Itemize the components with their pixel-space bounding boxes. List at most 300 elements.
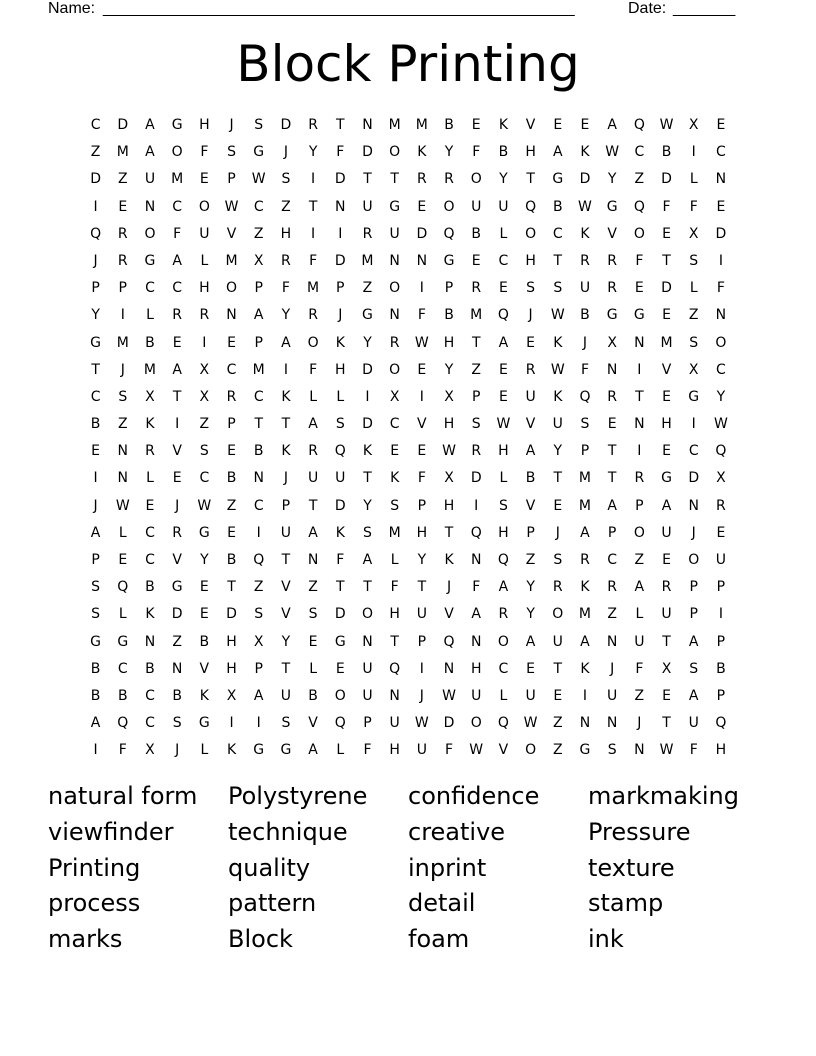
grid-cell: U [389,715,400,732]
grid-cell: S [553,280,563,297]
grid-cell: N [634,416,645,433]
grid-cell: Y [526,579,535,596]
grid-cell: I [311,225,316,242]
grid-cell: E [580,117,590,133]
grid-cell: S [199,443,209,460]
grid-cell: X [199,361,210,378]
grid-cell: C [172,280,183,297]
grid-cell: B [444,117,454,133]
grid-cell: A [281,334,291,351]
grid-cell: K [145,416,155,433]
grid-cell: T [363,579,372,596]
grid-cell: H [525,252,536,269]
grid-cell: P [254,660,263,677]
grid-cell: T [662,715,671,732]
grid-cell: O [633,225,645,242]
grid-row [82,357,735,384]
grid-cell: H [335,361,346,378]
grid-cell: F [309,361,318,378]
grid-cell: F [445,742,454,759]
grid-cell: F [472,144,481,161]
word-list-item: Pressure [588,817,691,846]
grid-cell: L [309,388,317,405]
grid-cell: E [172,334,182,351]
grid-cell: V [525,497,536,514]
grid-cell: T [390,171,399,188]
grid-cell: H [226,633,237,650]
grid-cell: Q [525,198,537,215]
grid-cell: M [415,117,428,133]
grid-cell: P [580,443,590,460]
grid-cell: V [308,715,318,732]
grid-cell: K [553,388,563,405]
grid-cell: V [199,660,210,677]
grid-cell: E [526,660,536,677]
grid-cell: Q [497,307,509,324]
grid-cell: T [471,334,481,351]
grid-cell: J [691,524,696,541]
grid-cell: E [199,579,209,596]
grid-cell: Q [470,524,482,541]
grid-cell: U [498,198,509,215]
word-list-item: marks [48,925,123,954]
grid-cell: L [146,470,154,487]
grid-cell: G [253,144,265,161]
grid-cell: N [389,252,400,269]
grid-cell: M [578,470,592,487]
grid-cell: U [389,225,400,242]
grid-cell: O [144,225,156,242]
grid-cell: B [471,225,482,242]
grid-cell: Z [688,307,699,324]
grid-cell: F [336,144,345,161]
grid-cell: Y [444,144,454,161]
grid-cell: E [417,198,427,215]
grid-cell: N [606,715,618,732]
grid-row [82,112,735,139]
grid-cell: D [416,225,428,242]
grid-cell: P [635,497,644,514]
grid-cell: A [253,687,264,704]
grid-cell: N [443,660,455,677]
grid-cell: E [716,117,726,133]
grid-cell: N [144,198,156,215]
grid-cell: H [199,280,210,297]
grid-cell: E [498,388,508,405]
grid-cell: P [254,280,263,297]
grid-cell: B [716,660,726,677]
grid-cell: F [662,198,671,215]
grid-cell: K [281,388,291,405]
grid-cell: N [389,307,400,324]
grid-cell: I [93,742,98,759]
grid-cell: Z [607,606,617,623]
grid-cell: X [688,225,699,242]
grid-cell: J [582,334,588,351]
grid-cell: P [607,524,617,541]
grid-cell: I [256,524,261,541]
grid-cell: X [226,687,237,704]
grid-cell: P [281,497,291,514]
grid-cell: Z [90,144,101,161]
grid-cell: P [417,633,427,650]
grid-cell: X [145,742,155,759]
grid-row [82,629,735,656]
grid-cell: N [634,742,645,759]
grid-cell: W [469,742,484,759]
grid-cell: L [499,687,508,704]
grid-cell: C [199,470,210,487]
grid-cell: A [607,497,617,514]
grid-cell: L [689,171,698,188]
grid-cell: J [528,307,533,324]
grid-cell: C [90,117,101,133]
grid-cell: I [474,497,479,514]
grid-cell: A [525,443,536,460]
grid-cell: L [200,252,209,269]
grid-cell: S [390,497,400,514]
grid-cell: B [172,687,182,704]
grid-cell: M [578,497,592,514]
grid-cell: K [390,470,400,487]
grid-cell: E [634,280,644,297]
grid-cell: K [444,552,454,568]
grid-cell: P [689,579,698,596]
grid-cell: C [498,660,509,677]
grid-row [82,275,735,302]
grid-cell: Y [553,443,563,460]
grid-cell: D [334,252,346,269]
grid-cell: K [498,117,508,133]
grid-cell: Z [362,280,373,297]
grid-cell: F [417,470,426,487]
grid-cell: N [606,361,618,378]
grid-cell: T [417,579,427,596]
grid-cell: Y [417,552,427,568]
grid-cell: X [688,361,699,378]
grid-cell: V [498,742,509,759]
grid-cell: Q [633,198,645,215]
grid-cell: A [172,361,182,378]
word-list-item: texture [588,853,675,882]
grid-cell: E [390,443,400,460]
grid-cell: E [417,361,427,378]
grid-cell: G [171,579,183,596]
grid-cell: Z [172,633,182,650]
grid-cell: L [118,606,127,623]
grid-row [82,547,735,574]
grid-cell: R [362,225,373,242]
grid-cell: D [117,117,129,133]
grid-cell: J [637,715,642,732]
grid-cell: X [199,388,210,405]
grid-cell: O [525,225,537,242]
grid-cell: N [715,307,727,324]
grid-cell: X [253,633,264,650]
grid-cell: N [470,633,482,650]
grid-row [82,574,735,601]
grid-cell: I [365,388,370,405]
grid-cell: F [173,225,182,242]
grid-cell: G [198,715,210,732]
grid-row [82,302,735,329]
grid-cell: D [171,606,183,623]
grid-cell: J [610,660,615,677]
grid-cell: N [307,552,319,568]
grid-cell: R [607,388,618,405]
grid-cell: Q [633,117,645,133]
grid-cell: J [175,497,180,514]
grid-cell: V [417,416,427,433]
grid-cell: G [171,117,183,133]
grid-cell: C [552,225,563,242]
word-list-item: viewfinder [48,817,174,846]
grid-cell: Z [117,171,128,188]
grid-cell: G [90,334,102,351]
grid-cell: F [363,742,372,759]
grid-cell: C [716,144,726,161]
grid-cell: P [471,388,481,405]
grid-cell: C [716,361,726,378]
grid-cell: H [389,742,400,759]
grid-cell: C [145,280,155,297]
grid-cell: B [90,416,101,433]
grid-cell: N [715,171,727,188]
grid-cell: D [226,606,237,623]
grid-cell: T [553,252,563,269]
grid-cell: U [552,633,563,650]
grid-cell: A [552,144,563,161]
grid-cell: W [442,687,456,704]
grid-cell: J [446,579,452,596]
grid-cell: W [414,334,429,351]
date-line: _______ [673,0,736,17]
grid-cell: Y [444,361,454,378]
grid-row [82,737,735,764]
grid-cell: R [471,443,482,460]
grid-cell: U [416,606,427,623]
grid-cell: A [580,633,590,650]
grid-cell: Q [497,552,509,568]
grid-cell: I [120,307,125,324]
grid-cell: O [361,606,373,623]
grid-cell: U [362,198,373,215]
grid-cell: W [713,416,728,433]
grid-cell: G [606,307,618,324]
grid-cell: T [336,579,345,596]
grid-cell: V [281,606,291,623]
grid-cell: B [90,687,101,704]
grid-cell: A [607,117,617,133]
grid-cell: L [336,388,345,405]
grid-cell: N [253,470,264,487]
grid-cell: S [91,579,101,596]
grid-cell: R [580,252,590,269]
grid-cell: V [661,361,672,378]
grid-cell: H [416,524,428,541]
grid-cell: F [472,579,481,596]
grid-cell: Z [226,497,237,514]
grid-cell: K [580,225,590,242]
grid-cell: E [145,497,155,514]
grid-cell: Y [716,388,726,405]
grid-cell: I [338,225,343,242]
grid-cell: J [338,307,343,324]
grid-cell: P [526,524,535,541]
grid-cell: I [175,416,180,433]
grid-cell: T [607,443,617,460]
word-list-item: process [48,889,141,918]
grid-cell: R [661,579,672,596]
grid-cell: R [308,443,318,460]
grid-cell: E [498,361,508,378]
grid-cell: G [362,307,373,324]
grid-cell: I [419,388,424,405]
grid-cell: X [145,388,155,405]
grid-cell: C [145,552,155,568]
grid-cell: C [688,443,699,460]
grid-cell: B [498,144,509,161]
grid-cell: I [691,416,696,433]
grid-row [82,601,735,628]
grid-cell: J [175,742,180,759]
grid-cell: D [443,715,455,732]
grid-cell: G [606,198,618,215]
header [48,0,748,20]
grid-cell: M [660,334,673,351]
grid-cell: G [579,742,591,759]
grid-cell: Z [552,715,563,732]
grid-cell: I [691,144,696,161]
grid-cell: I [419,660,424,677]
grid-cell: X [716,470,726,487]
grid-cell: M [388,524,401,541]
word-list-item: Block [228,925,293,954]
word-list-item: creative [408,817,506,846]
grid-cell: N [362,117,373,133]
grid-cell: T [281,660,291,677]
grid-cell: K [335,524,345,541]
word-list-item: natural form [48,782,198,810]
grid-cell: P [118,280,127,297]
grid-cell: X [607,334,617,351]
grid-cell: N [606,633,618,650]
grid-cell: G [389,198,401,215]
grid-cell: T [363,171,372,188]
grid-cell: Z [552,742,563,759]
grid-cell: R [607,252,618,269]
grid-cell: K [580,144,590,161]
grid-cell: P [716,687,726,704]
grid-cell: F [281,280,290,297]
grid-cell: J [93,497,98,514]
grid-cell: A [471,606,481,623]
grid-cell: W [115,497,130,514]
grid-cell: R [172,524,183,541]
grid-cell: K [281,443,291,460]
grid-cell: P [689,606,698,623]
grid-cell: C [226,361,237,378]
grid-cell: D [579,171,591,188]
grid-cell: Z [253,225,264,242]
grid-cell: D [661,171,672,188]
grid-cell: R [634,470,645,487]
grid-cell: O [171,144,183,161]
grid-cell: U [280,687,292,704]
word-list-item: foam [408,925,470,954]
grid-cell: R [172,307,183,324]
grid-cell: P [417,497,427,514]
grid-cell: O [198,198,210,215]
grid-cell: T [526,171,535,188]
grid-cell: U [552,416,563,433]
grid-cell: U [144,171,156,188]
grid-cell: D [334,171,346,188]
grid-cell: M [307,280,320,297]
grid-cell: K [580,660,590,677]
grid-cell: N [362,633,373,650]
grid-cell: R [607,579,618,596]
grid-cell: N [688,497,699,514]
grid-cell: T [662,252,671,269]
grid-cell: Q [334,715,346,732]
grid-cell: T [390,633,399,650]
grid-cell: E [417,443,427,460]
grid-cell: A [308,742,318,759]
grid-cell: O [389,361,401,378]
grid-cell: Z [308,579,318,596]
grid-cell: G [90,633,102,650]
grid-cell: T [607,470,617,487]
grid-cell: H [443,497,455,514]
grid-cell: E [172,470,182,487]
grid-cell: S [308,606,318,623]
grid-cell: C [253,388,264,405]
grid-cell: O [688,552,700,568]
grid-cell: V [444,606,454,623]
grid-cell: V [525,117,536,133]
grid-cell: P [227,171,236,188]
grid-cell: L [200,742,209,759]
grid-cell: S [281,715,291,732]
word-list-item: inprint [408,853,487,882]
grid-cell: J [283,144,288,161]
grid-row [82,520,735,547]
grid-cell: S [471,416,481,433]
grid-cell: E [227,334,236,351]
grid-cell: O [525,742,537,759]
grid-cell: W [414,715,429,732]
grid-cell: O [552,606,564,623]
grid-row [82,493,735,520]
grid-cell: S [689,252,699,269]
word-list [48,780,768,959]
word-list-item: Printing [48,853,141,882]
grid-cell: E [553,687,563,704]
grid-cell: Y [499,171,508,188]
grid-cell: H [226,660,237,677]
grid-cell: A [308,524,318,541]
grid-cell: D [470,470,482,487]
grid-cell: D [334,497,346,514]
grid-cell: M [578,606,592,623]
grid-cell: R [145,443,155,460]
grid-cell: A [308,416,318,433]
grid-cell: W [550,361,565,378]
grid-cell: E [199,606,209,623]
grid-cell: T [553,660,563,677]
grid-cell: R [416,171,427,188]
